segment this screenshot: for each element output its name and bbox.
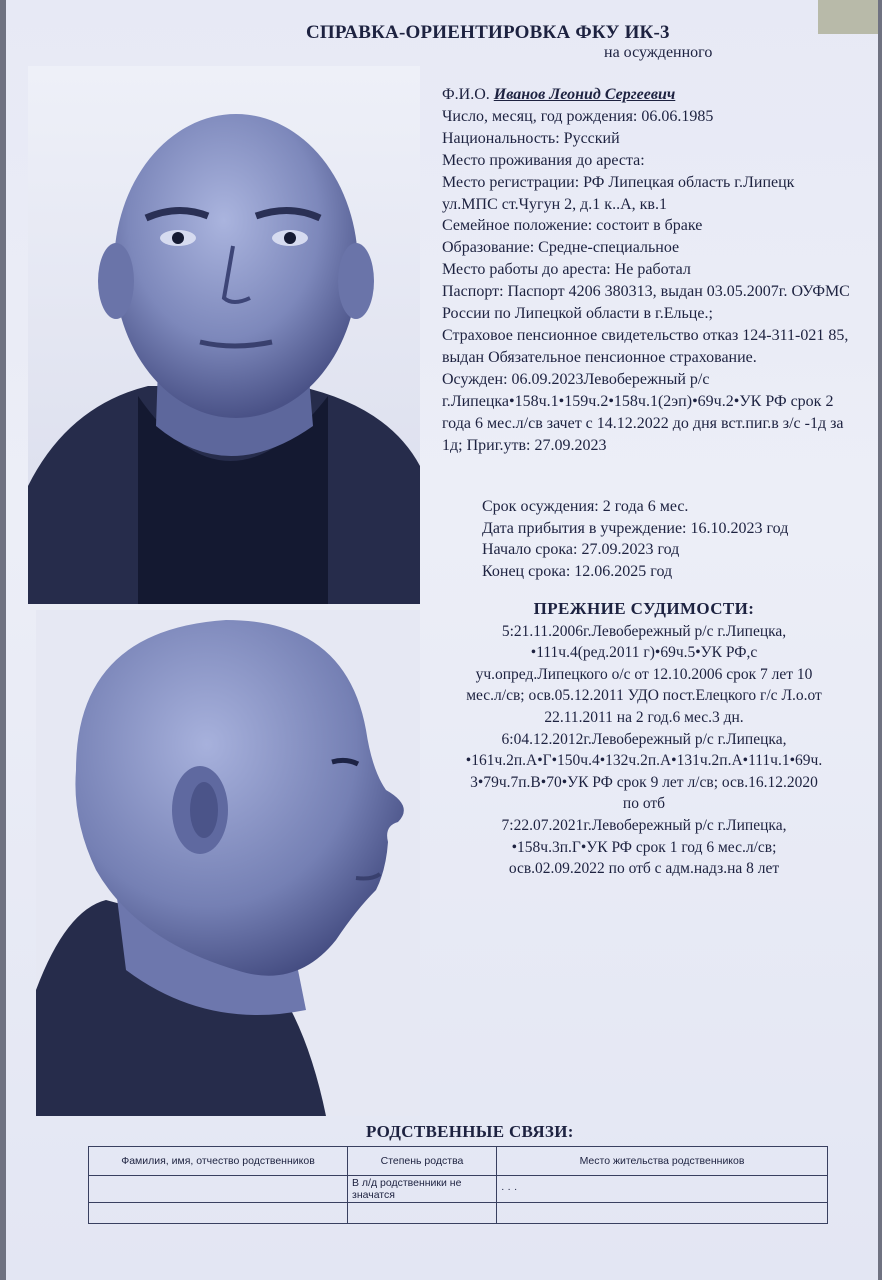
pension-certificate: Страховое пенсионное свидетельство отказ 124-311-021 85, выдан Обязательное пенсионное страхование. [442,326,849,366]
prior-line: осв.02.09.2022 по отб с адм.надз.на 8 лет [508,860,780,878]
term-info [482,496,788,582]
prior-line: •111ч.4(ред.2011 г)•69ч.5•УК РФ,с [530,644,758,662]
personal-info [442,84,852,456]
cell-degree: В л/д родственники не значатся [348,1176,497,1203]
cell-place: · · · [497,1176,828,1203]
birth-date: Число, месяц, год рождения: 06.06.1985 [442,107,714,125]
table-header-row [89,1147,828,1176]
prior-convictions [424,598,864,880]
column-header-place: Место жительства родственников [497,1147,828,1176]
column-header-degree: Степень родства [348,1147,497,1176]
document-subtitle: на осужденного [604,44,713,61]
registration: Место регистрации: РФ Липецкая область г.Липецк ул.МПС ст.Чугун 2, д.1 к..А, кв.1 [442,173,795,213]
term-start: Начало срока: 27.09.2023 год [482,541,680,558]
nationality: Национальность: Русский [442,129,620,147]
education: Образование: Средне-специальное [442,239,680,257]
conviction: Осужден: 06.09.2023Левобережный р/с г.Липецка•158ч.1•159ч.2•158ч.1(2эп)•69ч.2•УК РФ срок 2 года 6 мес.л/св зачет с 14.12.2022 до дня вст.пиг.в з/с -1д за 1д; Приг.утв: 27.09.2023 [442,370,844,454]
work-place: Место работы до ареста: Не работал [442,261,691,279]
background-corner [818,0,878,34]
family-status: Семейное положение: состоит в браке [442,217,703,235]
prior-line: 5:21.11.2006г.Левобережный р/с г.Липецка, [501,622,787,640]
document-title: СПРАВКА-ОРИЕНТИРОВКА ФКУ ИК-3 [306,22,670,43]
prior-line: 6:04.12.2012г.Левобережный р/с г.Липецка, [501,730,787,748]
table-row [89,1176,828,1203]
term-end: Конец срока: 12.06.2025 год [482,562,673,580]
cell-name [89,1203,348,1224]
profile-photo [36,610,420,1116]
fio-label: Ф.И.О. [442,86,490,103]
relatives-heading: РОДСТВЕННЫЕ СВЯЗИ: [366,1122,574,1141]
prior-line: 7:22.07.2021г.Левобережный р/с г.Липецка, [501,816,787,834]
prior-line: по отб [622,795,666,813]
prior-heading: ПРЕЖНИЕ СУДИМОСТИ: [533,599,755,618]
prior-line: мес.л/св; осв.05.12.2011 УДО пост.Елецкого г/с Л.о.от [466,687,822,705]
cell-place [497,1203,828,1224]
arrival-date: Дата прибытия в учреждение: 16.10.2023 год [482,519,789,537]
cell-name [89,1176,348,1203]
fio-value: Иванов Леонид Сергеевич [493,86,676,103]
column-header-name: Фамилия, имя, отчество родственников [89,1147,348,1176]
residence: Место проживания до ареста: [442,151,645,169]
prior-line: уч.опред.Липецкого о/с от 12.10.2006 срок 7 лет 10 [475,665,813,683]
prior-line: 22.11.2011 на 2 год.6 мес.3 дн. [544,708,744,726]
fio-row [442,84,852,106]
table-row [89,1203,828,1224]
front-photo [28,66,420,604]
prior-line: •158ч.3п.Г•УК РФ срок 1 год 6 мес.л/св; [511,838,777,856]
sentence-length: Срок осуждения: 2 года 6 мес. [482,498,689,515]
document-sheet [6,0,878,1280]
cell-degree [348,1203,497,1224]
passport: Паспорт: Паспорт 4206 380313, выдан 03.05.2007г. ОУФМС России по Липецкой области в г.Ельце.; [442,283,850,323]
prior-line: 3•79ч.7п.В•70•УК РФ срок 9 лет л/св; осв.16.12.2020 [470,773,818,791]
relatives-table [88,1146,828,1224]
prior-line: •161ч.2п.А•Г•150ч.4•132ч.2п.А•131ч.2п.А•111ч.1•69ч. [465,752,823,770]
